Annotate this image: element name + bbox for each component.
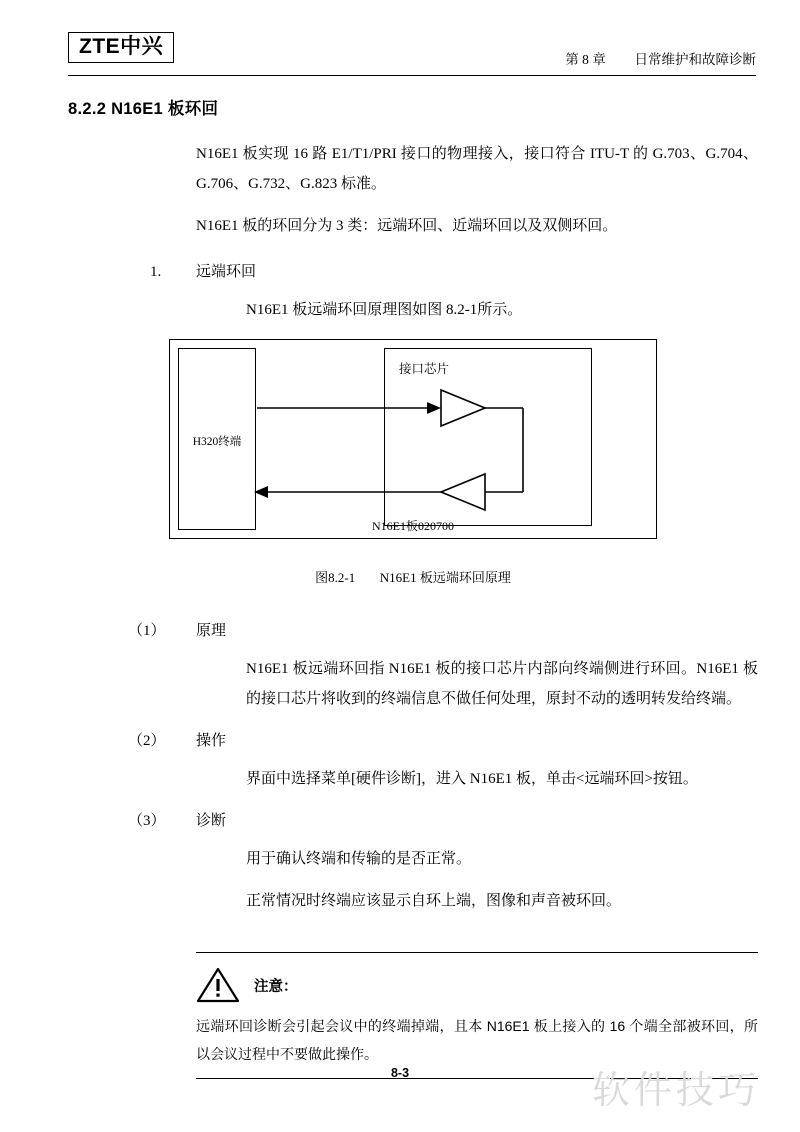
caution-header — [196, 952, 758, 1004]
board-label: N16E1板020700 — [372, 519, 454, 533]
header-chapter-title: 日常维护和故障诊断 — [634, 52, 756, 67]
sublist-item-text-secondary: 正常情况时终端应该显示自环上端，图像和声音被环回。 — [246, 893, 622, 909]
terminal-label: H320终端 — [192, 436, 242, 448]
sublist-item-number: （1） — [128, 623, 166, 639]
section-paragraph-2: N16E1 板的环回分为 3 类：远端环回、近端环回以及双侧环回。 — [196, 218, 618, 234]
figure-caption-text: N16E1 板远端环回原理 — [379, 570, 511, 585]
sublist-item-label: 操作 — [196, 733, 227, 749]
header-divider — [68, 75, 756, 76]
list-item — [68, 806, 758, 836]
watermark-text: 软件技巧 — [591, 1070, 760, 1112]
caution-title: 注意： — [254, 978, 298, 995]
zte-logo — [68, 32, 174, 63]
logo-text: ZTE中兴 — [79, 35, 164, 58]
section-paragraph-1: N16E1 板实现 16 路 E1/T1/PRI 接口的物理接入，接口符合 ITU-T 的 G.703、G.704、G.706、G.732、G.823 标准。 — [196, 146, 758, 192]
figure-intro-text: N16E1 板远端环回原理图如图 8.2-1所示。 — [246, 302, 523, 318]
section-title: 8.2.2 N16E1 板环回 — [68, 100, 219, 118]
list-item — [68, 726, 758, 756]
list-item — [68, 257, 758, 287]
sublist-item-number: （3） — [128, 813, 166, 829]
loopback-diagram — [169, 339, 657, 539]
page-footer: 8-3 — [390, 1066, 410, 1080]
header-chapter-info — [565, 48, 756, 68]
sublist-item-label: 原理 — [196, 623, 227, 639]
figure-container — [68, 339, 758, 539]
list-item-number: 1. — [150, 264, 162, 280]
warning-triangle-icon — [196, 966, 240, 1004]
figure-caption — [68, 567, 758, 586]
diagram-arrows — [170, 340, 658, 540]
page-content — [68, 95, 758, 1079]
list-item — [68, 616, 758, 646]
sublist-item-number: （2） — [128, 733, 166, 749]
figure-caption-number: 图8.2-1 — [315, 570, 356, 585]
list-item-label: 远端环回 — [196, 264, 257, 280]
sublist-item-text: 界面中选择菜单[硬件诊断]，进入 N16E1 板，单击<远端环回>按钮。 — [246, 771, 698, 787]
page-header — [68, 32, 756, 76]
sublist-item-text: N16E1 板远端环回指 N16E1 板的接口芯片内部向终端侧进行环回。N16E1 板的接口芯片将收到的终端信息不做任何处理，原封不动的透明转发给终端。 — [246, 661, 758, 707]
sublist-item-label: 诊断 — [196, 813, 227, 829]
header-chapter-number: 第 8 章 — [565, 52, 606, 67]
sublist-item-text: 用于确认终端和传输的是否正常。 — [246, 851, 472, 867]
interface-chip-label: 接口芯片 — [399, 362, 450, 376]
caution-top-divider — [196, 952, 758, 953]
caution-body-text: 远端环回诊断会引起会议中的终端掉端，且本 N16E1 板上接入的 16 个端全部被环回，所以会议过程中不要做此操作。 — [196, 1018, 758, 1062]
